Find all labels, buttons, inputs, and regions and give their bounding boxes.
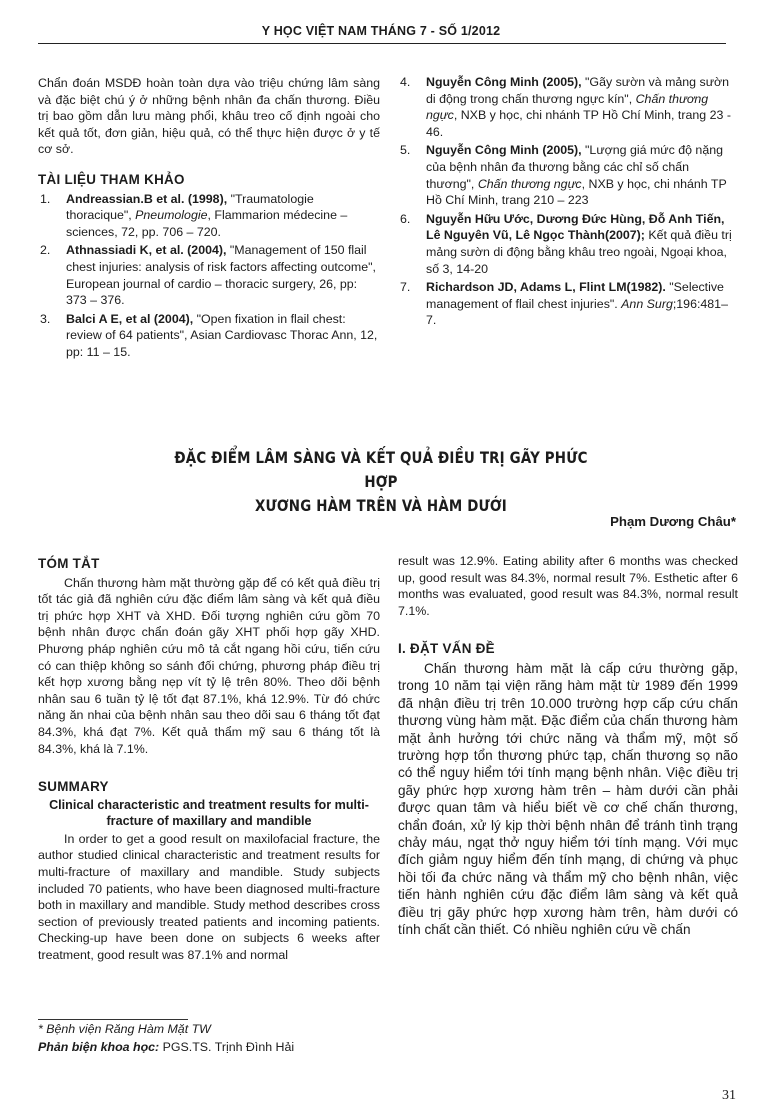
reference-item: 3. Balci A E, et al (2004), "Open fixation in flail chest: review of 64 patients", Asian Cardiovasc Thorac Ann, 12, pp: 11 – 15. [40, 311, 378, 359]
reviewer-name: PGS.TS. Trịnh Đình Hải [159, 1040, 295, 1054]
footnote-rule [38, 1019, 188, 1020]
references-heading: TÀI LIỆU THAM KHẢO [38, 171, 185, 187]
reference-item: 4. Nguyễn Công Minh (2005), "Gãy sườn và mảng sườn di động trong chấn thương ngực kín", Chấn thương ngực, NXB y học, chi nhánh TP Hồ Chí Minh, trang 23 - 46. [400, 75, 731, 139]
reference-item: 6. Nguyễn Hữu Ước, Dương Đức Hùng, Đỗ Anh Tiến, Lê Nguyên Vũ, Lê Ngọc Thành(2007); Kết quả điều trị mảng sườn di động bằng khâu treo ngoài, Ngoại khoa, số 3, 14-20 [400, 211, 732, 276]
article-title [157, 446, 606, 518]
introduction-text: Chấn thương hàm mặt là cấp cứu thường gặp, trong 10 năm tại viện răng hàm mặt từ 1989 đến 1999 đã nhận điều trị trên 10.000 trường hợp cấp cứu chấn thương vùng hàm mặt. Đặc điểm của chấn thương hàm mặt ảnh hưởng tới chức năng và thẩm mỹ, một số trường hợp tổn thương phức tạp, chấn thương sọ não có thể nguy hiểm tới tính mạng bệnh nhân. Việc điều trị gãy phức hợp xương hàm trên – hàm dưới cần phải được quan tâm và hiểu biết về cơ chế chấn thương, chẩn đoán, xử lý kịp thời bệnh nhân để tránh tình trạng chảy máu, ngạt thở nguy hiểm tới tính mạng. Với mục đích giảm nguy hiểm đến tính mạng, di chứng và phục hồi tối đa chức năng và thẩm mỹ cho bệnh nhân, việc tiến hành nghiên cứu đặc điểm lâm sàng và kết quả điều trị gãy phức hợp xương hàm trên, hàm dưới có tính chất cần thiết. Có nhiều nghiên cứu về chấn [398, 660, 738, 938]
prev-article-conclusion: Chẩn đoán MSDĐ hoàn toàn dựa vào triệu chứng lâm sàng và đặc biệt chú ý ở những bệnh nhân đa chấn thương. Điều trị bao gồm dẫn lưu màng phổi, khâu treo cố định ngoài cho kết quả tốt, đơn giản, hiệu quả, có thể thực hiện được ở y tế cơ sở. [38, 76, 380, 157]
article-left-column [38, 556, 380, 963]
article-author: Phạm Dương Châu* [610, 514, 736, 529]
abstract-text: Chấn thương hàm mặt thường gặp để có kết quả điều trị tốt tác giả đã nghiên cứu đặc điểm lâm sàng và kết quả điều trị phức hợp XHT và XHD. Đối tượng nghiên cứu gồm 70 bệnh nhân được chẩn đoán gãy XHT phối hợp gãy XHD. Phương pháp nghiên cứu mô tả cắt ngang hồi cứu, tiến cứu có can thiệp không so sánh đối chứng, phương pháp điều trị kết hợp xương bằng nẹp vít tỷ lệ trên 80%. Theo dõi bệnh nhân sau 6 tuần tỷ lệ tốt đạt 87.1%, khá 12.9%. Từ đó chức năng ăn nhai của bệnh nhân sau theo dõi sau 6 tháng tốt đạt 84.3%, khá đạt 7%. Kết quả thẩm mỹ sau 6 tháng tốt là 84.3%, khá là 7.1%. [38, 575, 380, 756]
footnote-reviewer [38, 1040, 294, 1054]
reference-item: 7. Richardson JD, Adams L, Flint LM(1982). "Selective management of flail chest injuries". Ann Surg;196:481–7. [400, 280, 728, 328]
article-title-line-1: ĐẶC ĐIỂM LÂM SÀNG VÀ KẾT QUẢ ĐIỀU TRỊ GÃY PHỨC HỢP [174, 449, 588, 491]
article-right-column [398, 553, 738, 938]
footnote-affiliation: * Bệnh viện Răng Hàm Mặt TW [38, 1022, 211, 1036]
page-number: 31 [722, 1088, 736, 1103]
summary-subtitle: Clinical characteristic and treatment results for multi-fracture of maxillary and mandible [49, 797, 369, 828]
reference-item: 2. Athnassiadi K, et al. (2004), "Management of 150 flail chest injuries: analysis of risk factors affecting outcome", European journal of cardio – thoracic surgery, 26, pp: 373 – 376. [40, 243, 376, 308]
prev-article-left-column [38, 75, 380, 363]
summary-text-continued: result was 12.9%. Eating ability after 6 months was checked up, good result was 84.3%, normal result 7%. Esthetic after 6 months was evaluated, good result was 84.3%, normal result 7.1%. [398, 554, 738, 618]
reference-item: 1. Andreassian.B et al. (1998), "Traumatologie thoracique", Pneumologie, Flammarion médecine – sciences, 72, pp. 706 – 720. [40, 191, 348, 239]
reference-item: 5. Nguyễn Công Minh (2005), "Lượng giá mức độ nặng của bệnh nhân đa thương bằng các chỉ số chấn thương", Chấn thương ngực, NXB y học, chi nhánh TP Hồ Chí Minh, trang 210 – 223 [400, 143, 727, 208]
introduction-heading: I. ĐẶT VẤN ĐỀ [398, 641, 495, 657]
summary-heading: SUMMARY [38, 779, 109, 795]
running-header: Y HỌC VIỆT NAM THÁNG 7 - SỐ 1/2012 [261, 24, 501, 38]
abstract-heading: TÓM TẮT [38, 556, 100, 571]
references-list-right [398, 74, 738, 329]
reviewer-label: Phản biện khoa học: [38, 1040, 160, 1054]
summary-text: In order to get a good result on maxilofacial fracture, the author studied clinical characteristic and treatment results for multi-fracture of maxillary and mandible. Study subjects included 70 patients, who have been diagnosed multi-fracture both in maxillary and mandible. Study method describes cross section of previously treated patients and incoming patients. Checking-up have been done on subjects 6 weeks after treatment, good result was 87.1% and normal [38, 831, 380, 962]
prev-article-right-column [398, 74, 738, 331]
article-title-line-2: XƯƠNG HÀM TRÊN VÀ HÀM DƯỚI [255, 497, 507, 515]
header-rule [38, 43, 726, 44]
references-list-left [38, 191, 380, 361]
